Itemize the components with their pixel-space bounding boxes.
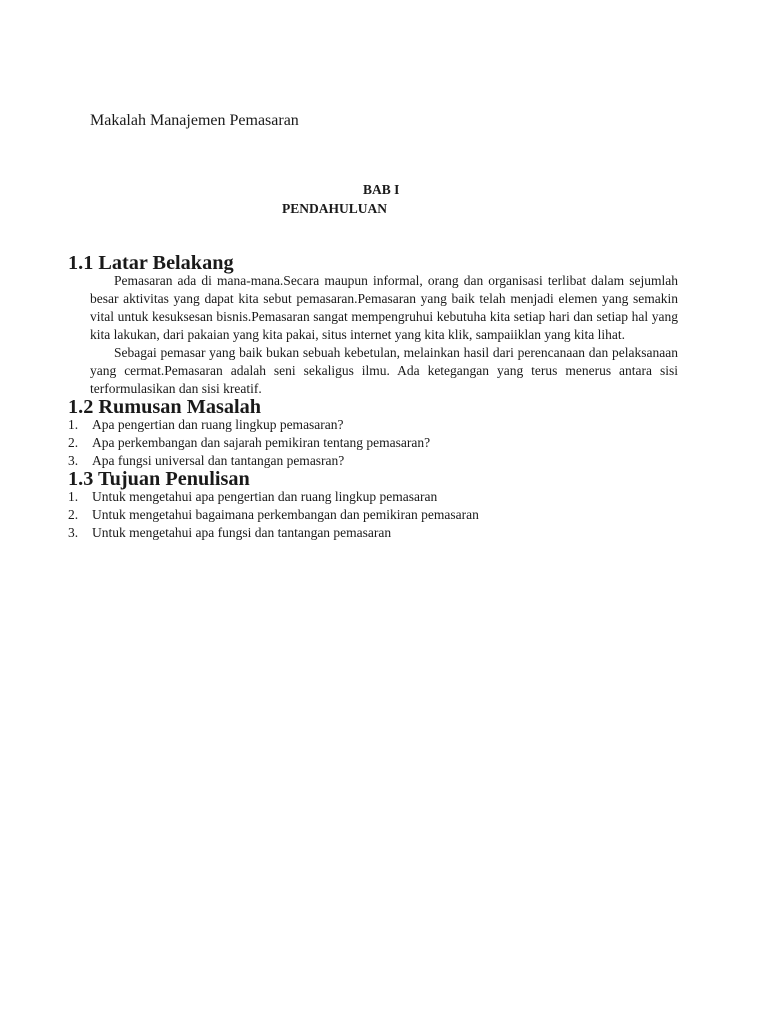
list-item (68, 416, 678, 434)
section-latar-belakang (68, 254, 678, 398)
list-item-text: Untuk mengetahui apa pengertian dan ruang lingkup pemasaran (92, 489, 438, 504)
numbered-list (68, 416, 678, 470)
section-heading: 1.2 Rumusan Masalah (68, 396, 261, 418)
list-item-text: Untuk mengetahui apa fungsi dan tantangan pemasaran (92, 525, 392, 540)
chapter-number: BAB I (363, 182, 400, 197)
list-number: 3. (68, 525, 79, 540)
document-title: Makalah Manajemen Pemasaran (90, 112, 299, 129)
paragraph: Pemasaran ada di mana-mana.Secara maupun informal, orang dan organisasi terlibat dalam sejumlah besar aktivitas yang dapat kita sebut pemasaran.Pemasaran yang baik telah menjadi elemen yang semakin vital untuk kesuksesan bisnis.Pemasaran sangat mempengruhui kebutuha kita setiap hari dan setiap hal yang kita lakukan, dari pakaian yang kita pakai, situs internet yang kita klik, sampaiiklan yang kita lihat. (90, 273, 678, 342)
paragraph: Sebagai pemasar yang baik bukan sebuah kebetulan, melainkan hasil dari perencanaan dan pelaksanaan yang cermat.Pemasaran adalah seni sekaligus ilmu. Ada ketegangan yang terus menerus antara sisi terformulasikan dan sisi kreatif. (90, 345, 678, 396)
list-item (68, 524, 678, 542)
list-item (68, 434, 678, 452)
list-number: 2. (68, 507, 79, 522)
section-heading: 1.1 Latar Belakang (68, 252, 234, 274)
list-item-text: Apa fungsi universal dan tantangan pemasran? (92, 453, 345, 468)
list-number: 1. (68, 489, 79, 504)
list-number: 3. (68, 453, 79, 468)
list-number: 1. (68, 417, 79, 432)
list-item (68, 488, 678, 506)
numbered-list (68, 488, 678, 542)
document-body (68, 254, 678, 542)
chapter-title: PENDAHULUAN (282, 201, 388, 216)
list-item (68, 506, 678, 524)
list-item-text: Apa pengertian dan ruang lingkup pemasaran? (92, 417, 344, 432)
section-tujuan-penulisan (68, 470, 678, 542)
section-rumusan-masalah (68, 398, 678, 470)
list-number: 2. (68, 435, 79, 450)
list-item-text: Apa perkembangan dan sajarah pemikiran tentang pemasaran? (92, 435, 431, 450)
section-heading: 1.3 Tujuan Penulisan (68, 468, 250, 490)
list-item-text: Untuk mengetahui bagaimana perkembangan dan pemikiran pemasaran (92, 507, 479, 522)
